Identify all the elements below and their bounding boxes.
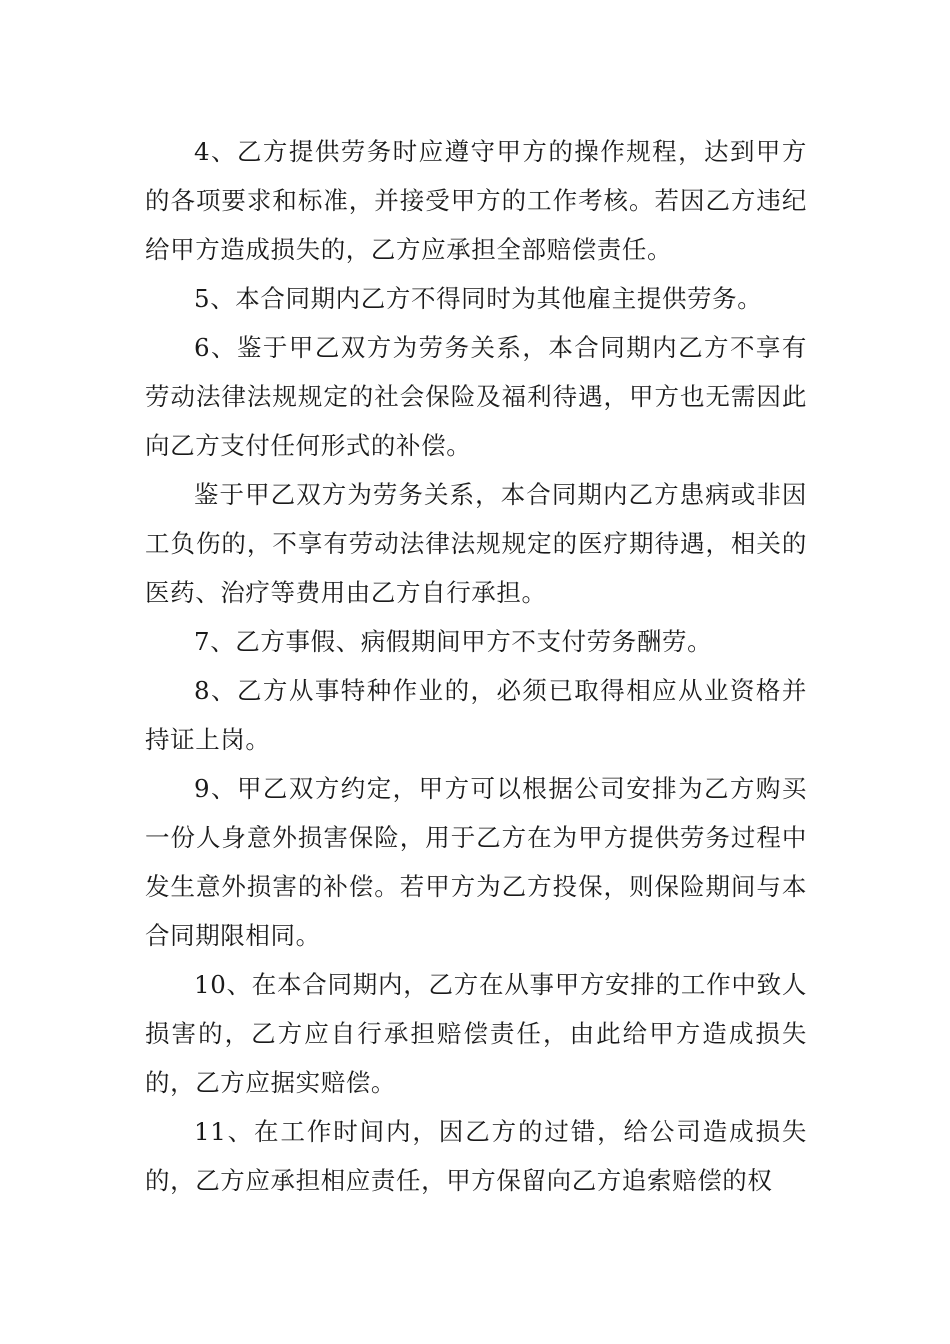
paragraph-clause-5: 5、本合同期内乙方不得同时为其他雇主提供劳务。 [194,284,763,313]
paragraph-clause-11: 11、在工作时间内，因乙方的过错，给公司造成损失的，乙方应承担相应责任，甲方保留向乙方追索赔偿的权 [145,1117,807,1195]
paragraph-clause-4: 4、乙方提供劳务时应遵守甲方的操作规程，达到甲方的各项要求和标准，并接受甲方的工作考核。若因乙方违纪给甲方造成损失的，乙方应承担全部赔偿责任。 [145,137,807,264]
paragraph-clause-6-supplement: 鉴于甲乙双方为劳务关系，本合同期内乙方患病或非因工负伤的，不享有劳动法律法规规定的医疗期待遇，相关的医药、治疗等费用由乙方自行承担。 [145,480,807,607]
paragraph-clause-7: 7、乙方事假、病假期间甲方不支付劳务酬劳。 [194,627,713,656]
paragraph-clause-6: 6、鉴于甲乙双方为劳务关系，本合同期内乙方不享有劳动法律法规规定的社会保险及福利待遇，甲方也无需因此向乙方支付任何形式的补偿。 [145,333,807,460]
paragraph-clause-9: 9、甲乙双方约定，甲方可以根据公司安排为乙方购买一份人身意外损害保险，用于乙方在为甲方提供劳务过程中发生意外损害的补偿。若甲方为乙方投保，则保险期间与本合同期限相同。 [145,774,807,950]
paragraph-clause-8: 8、乙方从事特种作业的，必须已取得相应从业资格并持证上岗。 [145,676,807,754]
document-body [145,127,807,1205]
paragraph-clause-10: 10、在本合同期内，乙方在从事甲方安排的工作中致人损害的，乙方应自行承担赔偿责任，由此给甲方造成损失的，乙方应据实赔偿。 [145,970,807,1097]
